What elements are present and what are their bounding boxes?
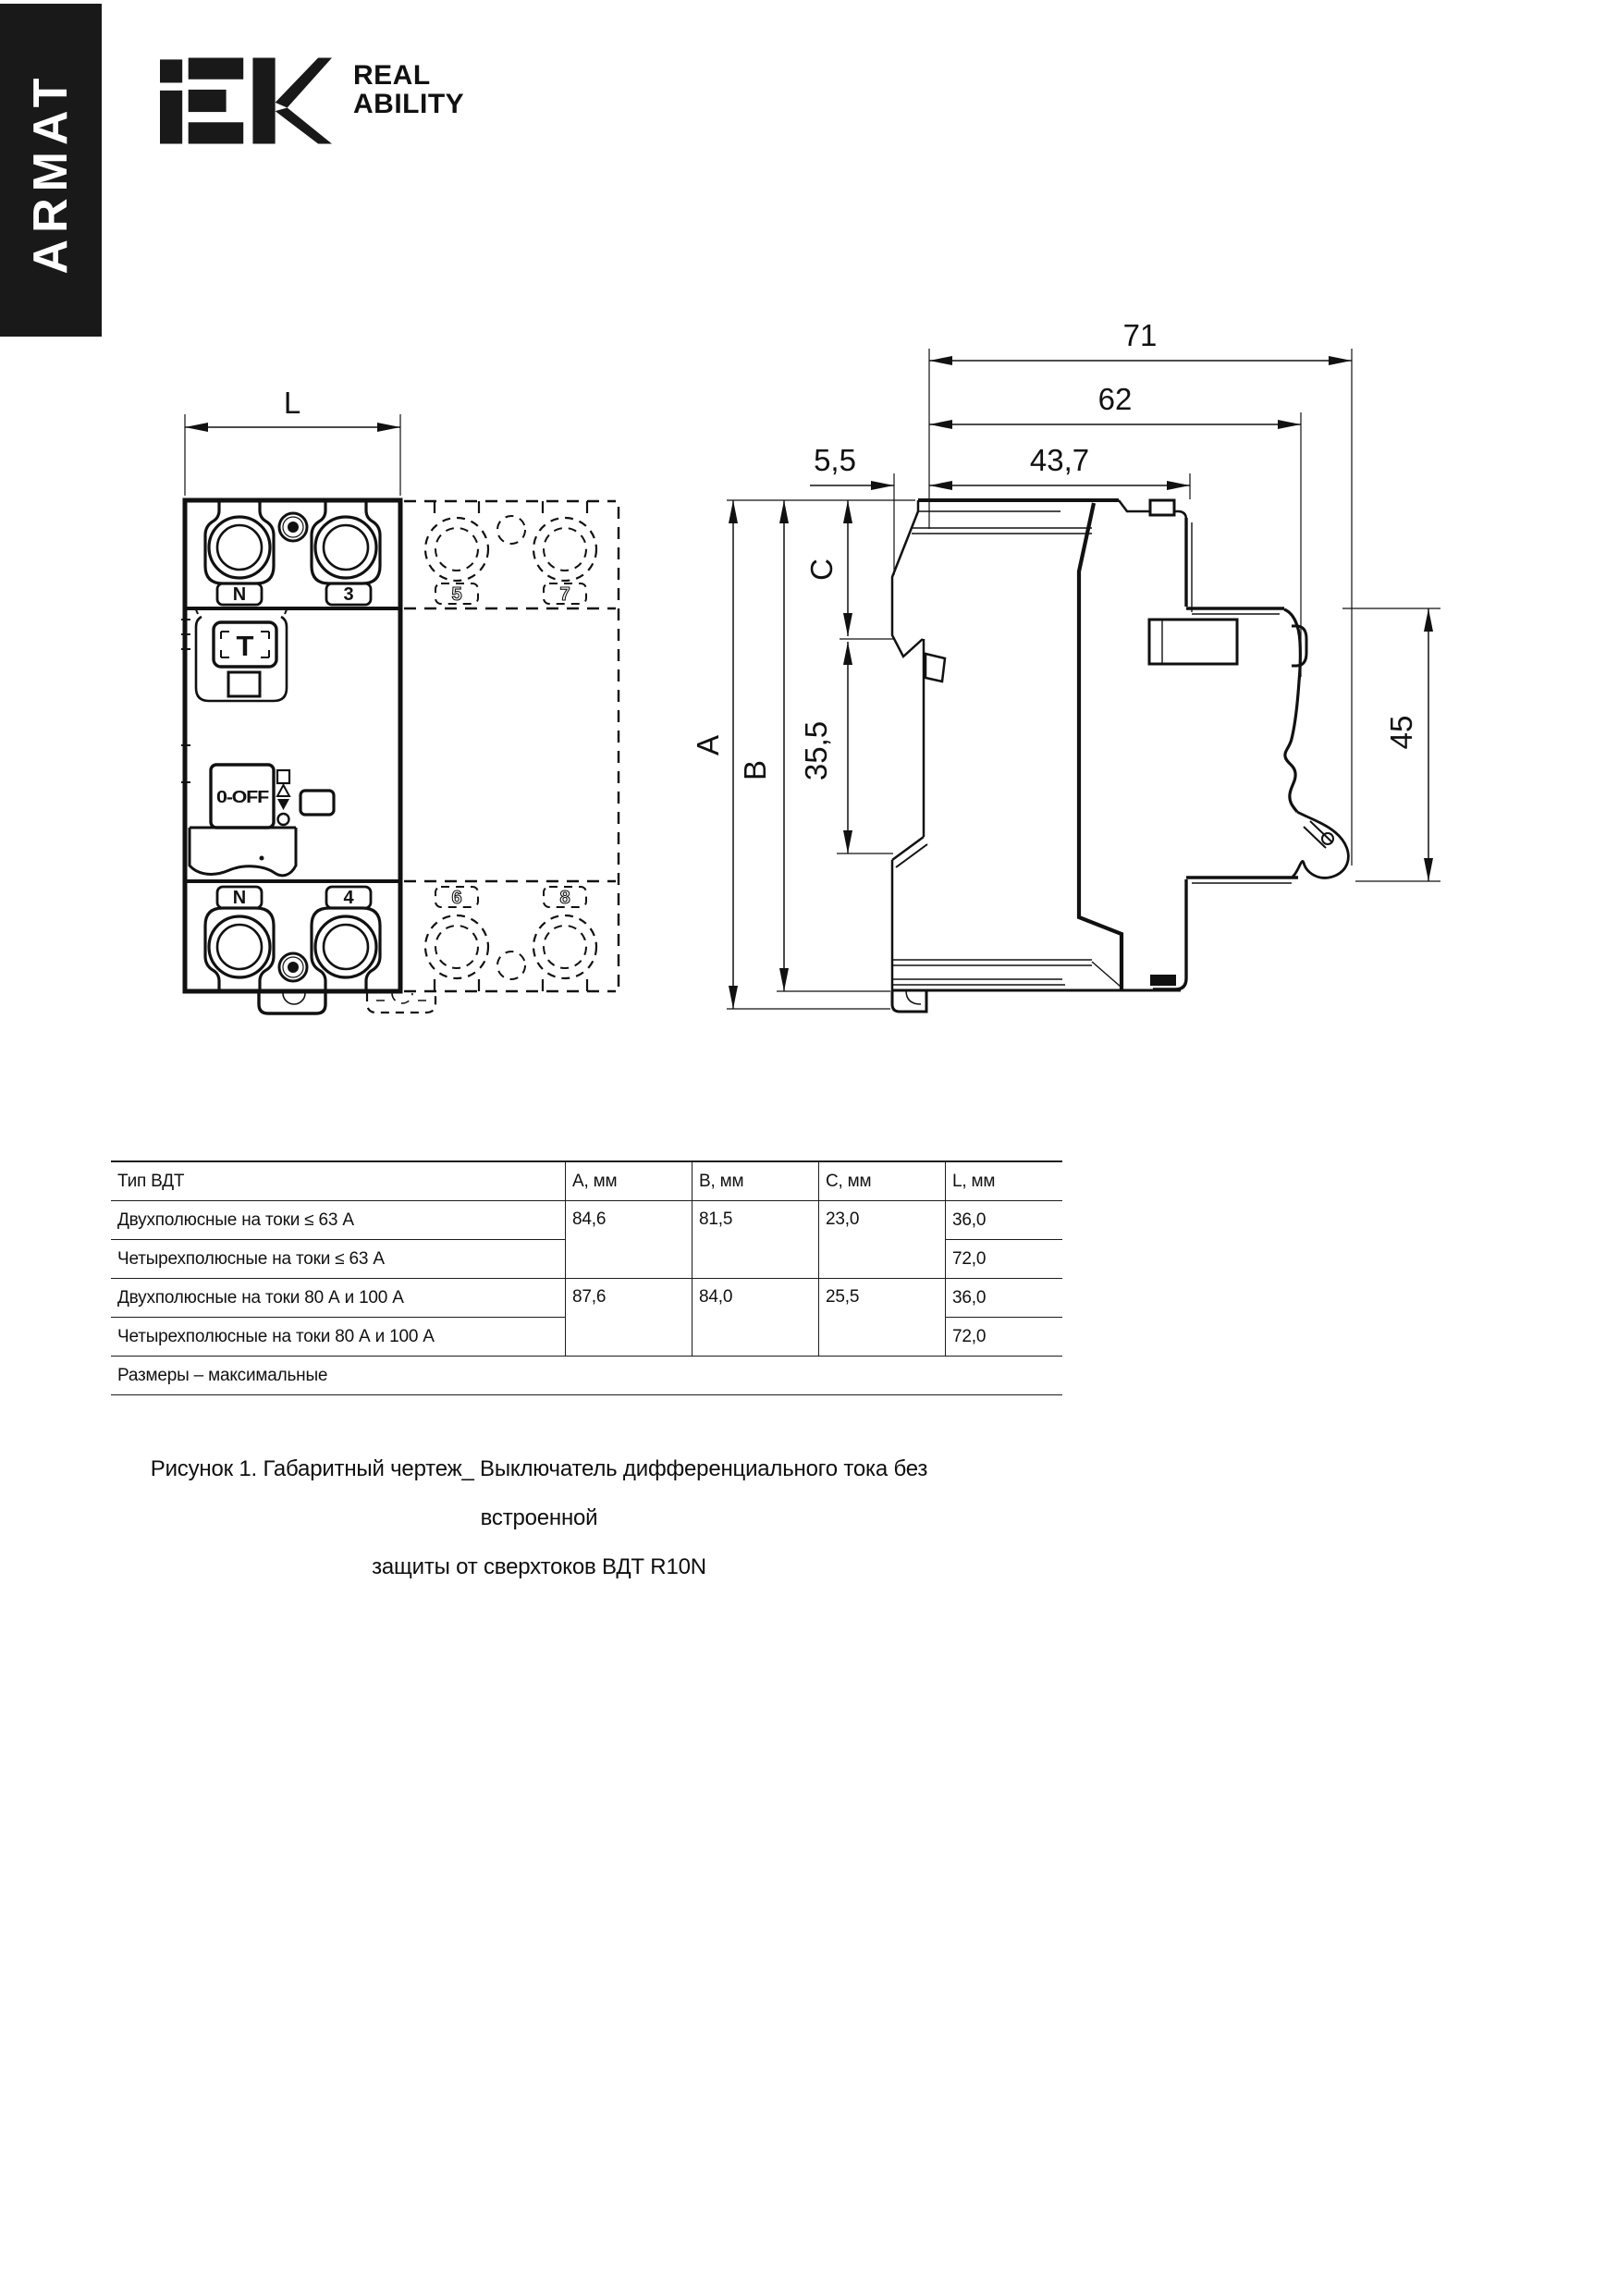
front-view — [181, 386, 619, 1013]
terminal-boss-bottom-4 — [312, 908, 380, 991]
tagline-line1: REAL — [353, 60, 431, 91]
terminal-boss-top-n — [205, 500, 274, 583]
row-label: Четырехполюсные на токи ≤ 63 А — [111, 1240, 566, 1279]
col-header-c: C, мм — [819, 1161, 946, 1201]
side-profile — [892, 500, 1348, 1012]
dimensions-table — [111, 1160, 1062, 1395]
dim-c-label: C — [804, 559, 839, 581]
din-clip-hook — [1293, 812, 1348, 878]
value-l: 36,0 — [946, 1201, 1063, 1240]
din-tab — [259, 993, 325, 1013]
terminal-label-n-top: N — [232, 584, 247, 605]
terminal-label-n-bottom: N — [232, 888, 247, 908]
terminal-label-6: 6 — [451, 888, 462, 908]
switch-label: 0-OFF — [216, 788, 270, 806]
dim-71-label: 71 — [1122, 318, 1158, 352]
row-label: Четырехполюсные на токи 80 А и 100 А — [111, 1318, 566, 1357]
switch-handle — [190, 765, 334, 876]
figure-caption — [104, 1444, 974, 1591]
table-footnote: Размеры – максимальные — [111, 1357, 1062, 1395]
value-a: 84,6 — [566, 1201, 693, 1279]
terminal-boss-top-3 — [312, 500, 380, 583]
table-footnote-row — [111, 1357, 1062, 1395]
col-header-a: A, мм — [566, 1161, 693, 1201]
terminal-label-5: 5 — [451, 584, 462, 605]
screw-bottom — [279, 953, 307, 981]
dim-b-label: B — [738, 759, 772, 781]
value-l: 72,0 — [946, 1318, 1063, 1357]
value-l: 72,0 — [946, 1240, 1063, 1279]
front-face-tab — [925, 654, 945, 681]
value-c: 25,5 — [819, 1279, 946, 1357]
value-l: 36,0 — [946, 1279, 1063, 1318]
dim-5-5-label: 5,5 — [814, 443, 856, 477]
terminal-label-4: 4 — [343, 888, 354, 908]
test-button — [195, 608, 288, 701]
screw-top — [279, 513, 307, 541]
table-row — [111, 1201, 1062, 1240]
dim-L-label: L — [283, 386, 301, 420]
caption-line2: защиты от сверхтоков ВДТ R10N — [372, 1554, 706, 1579]
row-label: Двухполюсные на токи ≤ 63 А — [111, 1201, 566, 1240]
test-button-label: T — [236, 630, 254, 662]
terminal-label-3: 3 — [343, 584, 354, 605]
table-header-row — [111, 1161, 1062, 1201]
dim-a-label: A — [691, 734, 725, 756]
col-header-l: L, мм — [946, 1161, 1063, 1201]
row-label: Двухполюсные на токи 80 А и 100 А — [111, 1279, 566, 1318]
terminal-boss-bottom-n — [205, 908, 274, 991]
value-b: 81,5 — [693, 1201, 819, 1279]
dim-35-5-label: 35,5 — [799, 720, 833, 781]
value-c: 23,0 — [819, 1201, 946, 1279]
table-row — [111, 1279, 1062, 1318]
terminal-label-8: 8 — [559, 888, 570, 908]
brand-name: ARMAT — [24, 71, 78, 275]
col-header-b: B, мм — [693, 1161, 819, 1201]
caption-line1: Рисунок 1. Габаритный чертеж_ Выключатель дифференциального тока без встроенной — [150, 1456, 928, 1530]
dim-45-label: 45 — [1384, 715, 1418, 750]
dashed-extension — [367, 501, 619, 1013]
tagline-line2: ABILITY — [353, 89, 465, 119]
value-b: 84,0 — [693, 1279, 819, 1357]
dim-43-7-label: 43,7 — [1029, 443, 1090, 477]
side-view — [691, 318, 1440, 1012]
col-header-type: Тип ВДТ — [111, 1161, 566, 1201]
dim-62-label: 62 — [1097, 382, 1133, 416]
value-a: 87,6 — [566, 1279, 693, 1357]
terminal-label-7: 7 — [559, 584, 570, 605]
